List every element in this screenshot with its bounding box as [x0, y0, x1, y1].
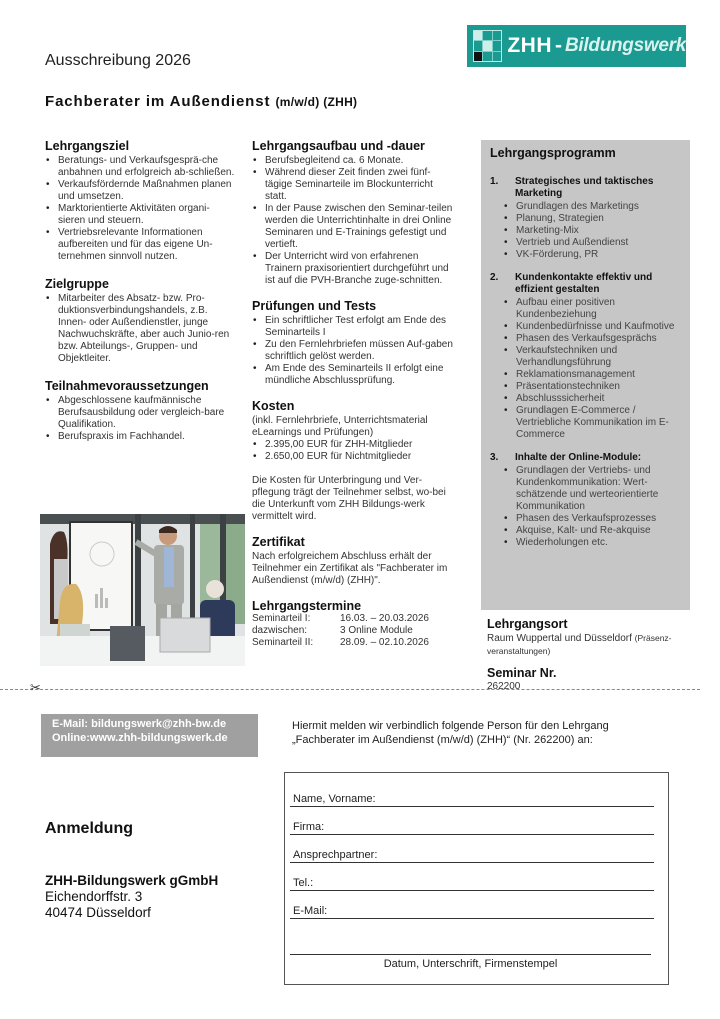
- contact-email[interactable]: E-Mail: bildungswerk@zhh-bw.de: [52, 718, 227, 730]
- document-subtitle: Ausschreibung 2026: [45, 52, 191, 69]
- column-left: [45, 139, 235, 452]
- program-module-2: [490, 272, 686, 441]
- section-pruefungen: [252, 299, 457, 387]
- list-item: • Berufsbegleitend ca. 6 Monate.: [252, 155, 457, 167]
- list-item: • Der Unterricht wird von erfahrenen Trainern praxisorientiert durchgeführt und ist auf die PVH-Branche zuge-schnitten.: [252, 251, 457, 287]
- field-name[interactable]: Name, Vorname:: [290, 792, 654, 807]
- module-number: 3.: [490, 452, 499, 463]
- cut-line: [0, 689, 700, 690]
- section-zielgruppe: [45, 277, 235, 365]
- heading-zielgruppe: Zielgruppe: [45, 277, 109, 291]
- logo-dash: -: [555, 34, 563, 57]
- termine-table: [252, 613, 457, 649]
- list-item: • Planung, Strategien: [503, 213, 686, 225]
- ort-text: Raum Wuppertal und Düsseldorf: [487, 633, 632, 644]
- list-item: • Mitarbeiter des Absatz- bzw. Pro-duktionsverbindungshandels, z.B. Innen- oder Außendienstler, junge Nachwuchskräfte, aber auch Junio-ren bzw. Abteilungs-, Gruppen- und Objektleiter.: [45, 293, 235, 365]
- heading-pruefungen: Prüfungen und Tests: [252, 299, 377, 313]
- seminar-photo-illustration: [40, 514, 245, 666]
- intro-line-2: „Fachberater im Außendienst (m/w/d) (ZHH)“ (Nr. 262200) an:: [292, 734, 593, 746]
- module-title: Inhalte der Online-Module:: [515, 452, 642, 463]
- list-item: • Verkaufstechniken und Verhandlungsführung: [503, 345, 686, 369]
- heading-lehrgangstermine: Lehrgangstermine: [252, 599, 362, 613]
- termin-label: dazwischen:: [252, 625, 308, 636]
- field-firma[interactable]: Firma:: [290, 820, 654, 835]
- seminar-number: 262200: [487, 681, 521, 692]
- module-title: Strategisches und taktisches Marketing: [515, 176, 654, 199]
- list-item: • Marketing-Mix: [503, 225, 686, 237]
- termin-label: Seminarteil II:: [252, 637, 314, 648]
- heading-kosten: Kosten: [252, 399, 295, 413]
- list-item: • Vertriebsrelevante Informationen aufbereiten und für das eigene Un-ternehmen sinnvoll nutzen.: [45, 227, 235, 263]
- intro-line-1: Hiermit melden wir verbindlich folgende Person für den Lehrgang: [292, 720, 609, 732]
- column-middle: [252, 139, 457, 649]
- heading-lehrgangsort: Lehrgangsort: [487, 617, 568, 631]
- section-lehrgangsort: [487, 617, 692, 693]
- registration-form: [284, 772, 669, 985]
- heading-zertifikat: Zertifikat: [252, 535, 305, 549]
- logo-bildungswerk-text: Bildungswerk: [565, 35, 686, 56]
- contact-online[interactable]: Online:www.zhh-bildungswerk.de: [52, 732, 228, 744]
- program-module-1: [490, 176, 686, 261]
- signature-line[interactable]: Datum, Unterschrift, Firmenstempel: [290, 954, 651, 970]
- zhh-logo: [467, 25, 686, 67]
- logo-zhh-text: ZHH: [507, 34, 553, 57]
- termin-value: 28.09. – 02.10.2026: [340, 637, 429, 648]
- list-item: • 2.650,00 EUR für Nichtmitglieder: [252, 451, 457, 463]
- address-org: ZHH-Bildungswerk gGmbH: [45, 873, 219, 888]
- field-email[interactable]: E-Mail:: [290, 904, 654, 919]
- heading-teilnahmevoraussetzungen: Teilnahmevoraussetzungen: [45, 379, 209, 393]
- list-item: • VK-Förderung, PR: [503, 249, 686, 261]
- termin-value: 3 Online Module: [340, 625, 413, 636]
- section-kosten: [252, 399, 457, 523]
- zertifikat-text: Nach erfolgreichem Abschluss erhält der Teilnehmer ein Zertifikat als "Fachberater im Außendienst (m/w/d) (ZHH)".: [252, 551, 448, 586]
- kosten-extra: Die Kosten für Unterbringung und Ver-pflegung trägt der Teilnehmer selbst, wo-bei die Unterkunft vom ZHH Bildungs-werk vermittelt wird.: [252, 475, 446, 522]
- list-item: • Akquise, Kalt- und Re-akquise: [503, 525, 686, 537]
- list-item: • Beratungs- und Verkaufsgesprä-che anbahnen und erfolgreich ab-schließen.: [45, 155, 235, 179]
- section-zertifikat: [252, 535, 457, 587]
- termin-value: 16.03. – 20.03.2026: [340, 613, 429, 624]
- list-item: • Grundlagen der Vertriebs- und Kundenkommunikation: Wert-schätzende und werteorientierte Kommunikation: [503, 465, 686, 513]
- registration-heading: Anmeldung: [45, 820, 133, 837]
- list-item: • Vertrieb und Außendienst: [503, 237, 686, 249]
- list-item: • Präsentationstechniken: [503, 381, 686, 393]
- heading-seminar-nr: Seminar Nr.: [487, 666, 557, 680]
- list-item: • Aufbau einer positiven Kundenbeziehung: [503, 297, 686, 321]
- program-module-3: [490, 452, 686, 549]
- section-teilnahmevoraussetzungen: [45, 379, 235, 443]
- document-title: [45, 93, 357, 110]
- list-item: • Verkaufsfördernde Maßnahmen planen und umsetzen.: [45, 179, 235, 203]
- list-item: • Phasen des Verkaufsgesprächs: [503, 333, 686, 345]
- lehrgangsprogramm: [490, 146, 686, 560]
- section-lehrgangstermine: [252, 599, 457, 649]
- list-item: • Reklamationsmanagement: [503, 369, 686, 381]
- list-item: • In der Pause zwischen den Seminar-teilen werden die Unterrichtinhalte in drei Online Seminaren und E-Trainings gefestigt und vertieft.: [252, 203, 457, 251]
- module-title: Kundenkontakte effektiv und effizient gestalten: [515, 272, 653, 295]
- list-item: • 2.395,00 EUR für ZHH-Mitglieder: [252, 439, 457, 451]
- section-lehrgangsaufbau: [252, 139, 457, 287]
- section-lehrgangsziel: [45, 139, 235, 263]
- seminar-photo: [40, 514, 245, 666]
- list-item: • Grundlagen des Marketings: [503, 201, 686, 213]
- list-item: • Marktorientierte Aktivitäten organi-sieren und steuern.: [45, 203, 235, 227]
- list-item: • Während dieser Zeit finden zwei fünf-tägige Seminarteile im Blockunterricht statt.: [252, 167, 457, 203]
- title-main: Fachberater im Außendienst: [45, 93, 271, 110]
- list-item: • Berufspraxis im Fachhandel.: [45, 431, 235, 443]
- title-suffix: (m/w/d) (ZHH): [275, 95, 358, 109]
- address-city: 40474 Düsseldorf: [45, 905, 151, 920]
- termin-label: Seminarteil I:: [252, 613, 311, 624]
- list-item: • Zu den Fernlehrbriefen müssen Auf-gaben schriftlich gelöst werden.: [252, 339, 457, 363]
- address-street: Eichendorffstr. 3: [45, 889, 143, 904]
- kosten-note: (inkl. Fernlehrbriefe, Unterrichtsmaterial eLearnings und Prüfungen): [252, 415, 428, 438]
- heading-lehrgangsziel: Lehrgangsziel: [45, 139, 130, 153]
- list-item: • Grundlagen E-Commerce / Vertriebliche Kommunikation im E-Commerce: [503, 405, 686, 441]
- logo-grid-icon: [473, 30, 502, 62]
- list-item: • Abgeschlossene kaufmännische Berufsausbildung oder vergleich-bare Qualifikation.: [45, 395, 235, 431]
- list-item: • Wiederholungen etc.: [503, 537, 686, 549]
- list-item: • Ein schriftlicher Test erfolgt am Ende des Seminarteils I: [252, 315, 457, 339]
- module-number: 1.: [490, 176, 499, 187]
- field-ansprechpartner[interactable]: Ansprechpartner:: [290, 848, 654, 863]
- scissors-icon: ✂: [30, 680, 41, 695]
- module-number: 2.: [490, 272, 499, 283]
- list-item: • Am Ende des Seminarteils II erfolgt eine mündliche Abschlussprüfung.: [252, 363, 457, 387]
- list-item: • Phasen des Verkaufsprozesses: [503, 513, 686, 525]
- contact-box: [41, 714, 258, 757]
- heading-lehrgangsprogramm: Lehrgangsprogramm: [490, 146, 616, 160]
- ort-note: (Präsenz-veranstaltungen): [487, 633, 672, 656]
- registration-address: [45, 873, 218, 921]
- list-item: • Kundenbedürfnisse und Kaufmotive: [503, 321, 686, 333]
- field-tel[interactable]: Tel.:: [290, 876, 654, 891]
- registration-intro: [292, 719, 692, 747]
- heading-lehrgangsaufbau: Lehrgangsaufbau und -dauer: [252, 139, 425, 153]
- list-item: • Abschlusssicherheit: [503, 393, 686, 405]
